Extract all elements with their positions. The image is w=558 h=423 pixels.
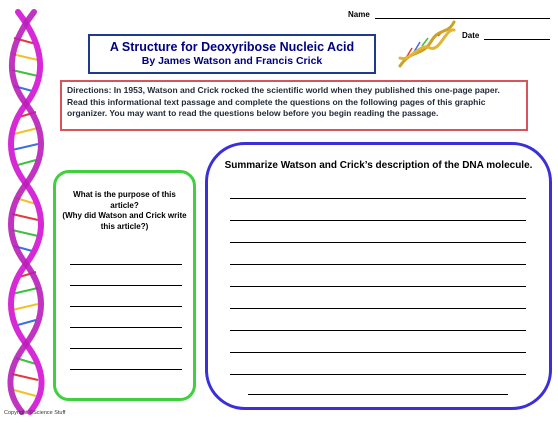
summary-prompt: Summarize Watson and Crick’s description of the DNA molecule.: [224, 160, 533, 171]
summary-answer-line[interactable]: [230, 330, 526, 331]
purpose-question-text: What is the purpose of this article?: [73, 190, 176, 210]
summary-answer-line[interactable]: [230, 242, 526, 243]
summary-answer-line[interactable]: [230, 374, 526, 375]
summary-answer-line[interactable]: [230, 286, 526, 287]
summary-answer-line[interactable]: [248, 394, 508, 395]
summary-answer-line[interactable]: [230, 220, 526, 221]
purpose-question: [62, 190, 187, 232]
date-label: Date: [462, 31, 480, 40]
dna-helix-small-icon: [398, 18, 456, 76]
summary-answer-line[interactable]: [230, 198, 526, 199]
purpose-answer-line[interactable]: [70, 348, 182, 349]
date-field[interactable]: [484, 30, 550, 40]
name-field[interactable]: [375, 9, 550, 19]
purpose-answer-line[interactable]: [70, 327, 182, 328]
dna-helix-icon: [0, 8, 52, 416]
page-byline: By James Watson and Francis Crick: [141, 55, 323, 67]
purpose-answer-line[interactable]: [70, 264, 182, 265]
summary-answer-line[interactable]: [230, 264, 526, 265]
purpose-answer-line[interactable]: [70, 306, 182, 307]
title-box: [88, 34, 376, 74]
purpose-answer-line[interactable]: [70, 285, 182, 286]
summary-answer-line[interactable]: [230, 308, 526, 309]
summary-box: [205, 142, 552, 410]
purpose-answer-line[interactable]: [70, 369, 182, 370]
summary-answer-line[interactable]: [230, 352, 526, 353]
purpose-subquestion-text: (Why did Watson and Crick write this article?): [62, 211, 187, 231]
directions-box: Directions: In 1953, Watson and Crick rocked the scientific world when they published this one-page paper. Read this informational text passage and complete the questions on the following pages of this graphic organizer. You may want to read the questions below before you begin reading the passage.: [60, 80, 528, 131]
name-label: Name: [348, 10, 370, 19]
page-title: A Structure for Deoxyribose Nucleic Acid: [109, 40, 355, 54]
copyright-text: Copyright ©Science Stuff: [4, 410, 66, 416]
purpose-box: [53, 170, 196, 401]
